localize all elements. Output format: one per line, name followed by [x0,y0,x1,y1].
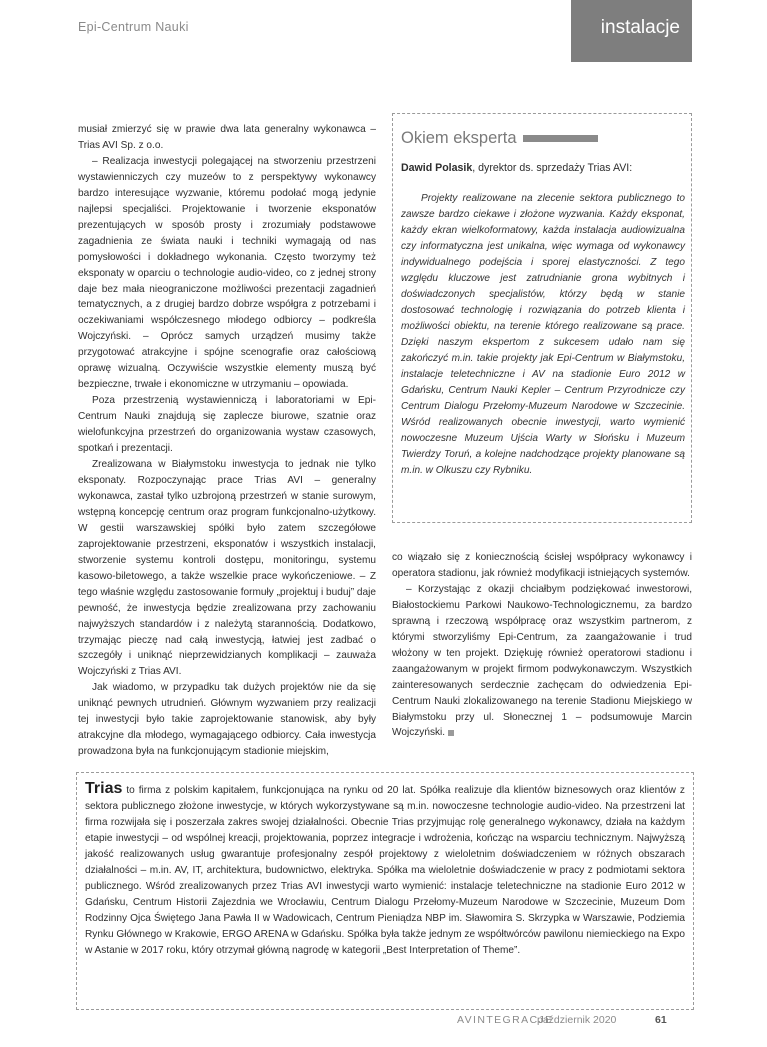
paragraph: Poza przestrzenią wystawienniczą i laboratoriami w Epi-Centrum Nauki znajdują się zaplecze biurowe, szatnie oraz wielofunkcyjna przestrzeń do organizowania wystaw czasowych, spotkań i prezentacji. [78,395,376,455]
paragraph: – Realizacja inwestycji polegającej na stworzeniu przestrzeni wystawienniczych czy muzeów to z perspektywy wykonawcy bardzo interesujące wyzwanie, któremu podołać mogą jedynie najlepsi specjaliści. Projektowanie i tworzenie eksponatów prezentujących w sposób prosty i zrozumiały podstawowe zagadnienia ze świata nauki i techniki wymagają od nas pomysłowości i dokładnego wykonania. Często tworzymy też eksponaty w oparciu o technologie audio-video, co z jednej strony daje bez mała nieograniczone możliwości prezentacji zagadnień tematycznych, a z drugiej bardzo dobrze współgra z potrzebami i oczekiwaniami współczesnego młodego odbiorcy – podkreśla Wojczyński. – Oprócz samych urządzeń musimy także przygotować atrakcyjne i spójne scenografie oraz całościową oprawę wizualną. Oczywiście wszystkie elementy muszą być bezpieczne, trwałe i ekonomiczne w utrzymaniu – opowiada. [78,155,376,391]
paragraph: Jak wiadomo, w przypadku tak dużych projektów nie da się uniknąć pewnych utrudnień. Głównym wyzwaniem przy realizacji tej inwestycji było takie zaprojektowanie stanowisk, aby były atrakcyjne dla młodego, wymagającego odbiorcy. Cała inwestycja prowadzona była na funkcjonującym stadionie miejskim, [78,682,376,758]
paragraph-text: – Korzystając z okazji chciałbym podziękować inwestorowi, Białostockiemu Parkowi Naukowo-Technologicznemu, za bardzo sprawną i rzeczową współpracę oraz wszystkim partnerom, z którymi stworzyliśmy Epi-Centrum, za zaangażowanie i trud włożony w ten projekt. Dziękuję również operatorowi stadionu i zaangażowanym w projekt firmom podwykonawczym. Wszystkich zainteresowanych serdecznie zachęcam do odwiedzenia Epi-Centrum Nauki zlokalizowanego na terenie Stadionu Miejskiego w Białymstoku przy ul. Słonecznej 1 – podsumowuje Marcin Wojczyński. [392,583,692,739]
section-tab [571,0,692,62]
company-profile-box [76,772,694,1010]
publication-section-title: Epi-Centrum Nauki [78,20,189,34]
expert-role: , dyrektor ds. sprzedaży Trias AVI: [472,162,633,174]
expert-byline [401,162,685,174]
paragraph: co wiązało się z koniecznością ścisłej współpracy wykonawcy i operatora stadionu, jak również modyfikacji istniejących systemów. [392,552,692,579]
expert-quote: Projekty realizowane na zlecenie sektora publicznego to zawsze bardzo ciekawe i złożone wyzwania. Każdy eksponat, każdy ekran wielkoformatowy, każda instalacja audiowizualna czy informatyczna jest unikalna, więc wymaga od wykonawcy indywidualnego podejścia i sporej elastyczności. Z tego względu kluczowe jest zatrudnianie grona wybitnych i doświadczonych specjalistów, którzy będą w stanie dostosować technologię i rozwiązania do potrzeb klienta i możliwości obiektu, na terenie którego realizowane są prace. Dzięki naszym ekspertom z sukcesem udało nam się zakończyć m.in. takie projekty jak Epi-Centrum w Białymstoku, instalacje teletechniczne i AV na stadionie Euro 2012 w Gdańsku, Centrum Nauki Kepler – Centrum Przyrodnicze czy Centrum Dialogu Przełomy-Muzeum Narodowe w Szczecinie. Wśród realizowanych obecnie inwestycji, warto wymienić nowoczesne Muzeum Ujścia Warty w Słońsku i Muzeum Twierdzy Toruń, a kolejne nadchodzące projekty planowane są m.in. w Olkuszu czy Rybniku. [401,193,685,476]
article-right-column [392,550,692,741]
expert-name: Dawid Polasik [401,162,473,174]
expert-opinion-box [392,113,692,523]
paragraph [392,582,692,742]
paragraph: Zrealizowana w Białymstoku inwestycja to jednak nie tylko eksponaty. Rozpoczynając prace Trias AVI – generalny wykonawca, zastał tylko uzbrojoną przestrzeń w stanie surowym, wstępną koncepcję centrum oraz program funkcjonalno-użytkowy. W gestii warszawskiej spółki było zatem szczegółowe zaprojektowanie przestrzeni, eksponatów i wszystkich instalacji, stworzenie systemu kontroli dostępu, monitoringu, systemu kasowo-biletowego, a także wszelkie prace wykończeniowe. – Z tego właśnie względu zastosowanie formuły „projektuj i buduj” daje pewność, że inwestycja będzie zrealizowana przy zachowaniu najwyższych standardów i z należytą starannością. Dodatkowo, trzymając pieczę nad całą inwestycją, łatwiej jest zadbać o szczegóły i uniknąć nieprzewidzianych komplikacji – zauważa Wojczyński z Trias AVI. [78,459,376,678]
section-tab-label: instalacje [600,17,680,38]
article-left-column [78,122,376,760]
end-of-article-icon [448,730,454,736]
heading-decoration-bar [523,135,598,142]
expert-box-heading [401,129,685,148]
company-name: Trias [85,780,123,797]
page-number: 61 [655,1014,667,1026]
company-description: to firma z polskim kapitałem, funkcjonująca na rynku od 20 lat. Spółka realizuje dla klientów biznesowych oraz klientów z sektora publicznego złożone inwestycje, w których wykorzystywane są m.in. nowoczesne technologie audio-video. Na przestrzeni lat firma rozwijała się i poszerzała zakres swojej działalności. Obecnie Trias przyjmując rolę generalnego wykonawcy, działa na każdym etapie inwestycji – od wspólnej kreacji, projektowania, poprzez integracje i wdrożenia, kończąc na wsparciu technicznym. Najwyższą jakość realizowanych usług gwarantuje profesjonalny zespół projektowy z wieloletnim doświadczeniem w różnych obszarach działalności – m.in. AV, IT, architektura, budownictwo, elektryka. Spółka ma wieloletnie doświadczenie w pracy z podmiotami sektora publicznego. Wśród zrealizowanych przez Trias AVI inwestycji warto wymienić: instalacje teletechniczne na stadionie Euro 2012 w Gdańsku, Centrum Historii Zajezdnia we Wrocławiu, Centrum Dialogu Przełomy-Muzeum Narodowe w Szczecinie, Muzeum Dom Rodzinny Ojca Świętego Jana Pawła II w Wadowicach, Centrum Pieniądza NBP im. Sławomira S. Skrzypka w Warszawie, Podziemia Rynku Głównego w Krakowie, ERGO ARENA w Gdańsku. Spółka była także jednym ze współtwórców pawilonu niemieckiego na Expo w Astanie w 2017 roku, który otrzymał główną nagrodę w kategorii „Best Interpretation of Theme”. [85,785,685,956]
paragraph: musiał zmierzyć się w prawie dwa lata generalny wykonawca – Trias AVI Sp. z o.o. [78,124,376,151]
expert-box-title: Okiem eksperta [401,129,517,147]
magazine-name: AVINTEGRACJE [457,1014,554,1026]
issue-date: październik 2020 [537,1014,617,1026]
